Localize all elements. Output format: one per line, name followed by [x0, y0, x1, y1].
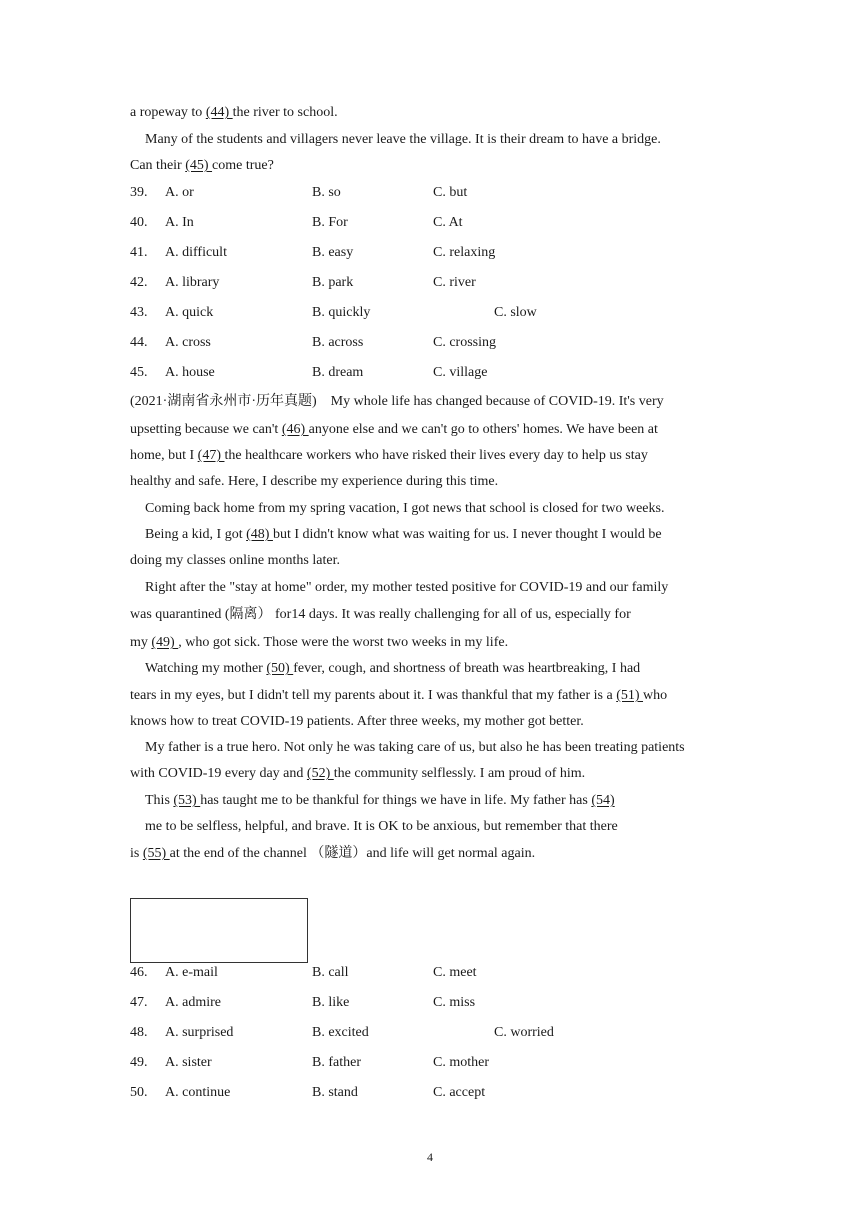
option-b: B. stand: [312, 1085, 358, 1100]
option-c: C. slow: [494, 305, 537, 320]
option-b: B. park: [312, 275, 354, 290]
option-a: A. e-mail: [165, 965, 218, 980]
passage2-line: (2021·湖南省永州市·历年真题) My whole life has changed because of COVID-19. It's very: [130, 394, 664, 409]
passage2-line: My father is a true hero. Not only he was taking care of us, but also he has been treating patients: [145, 740, 685, 755]
blank-46: (46): [281, 422, 309, 437]
option-b: B. For: [312, 215, 348, 230]
blank-53: (53): [173, 793, 201, 808]
blank-48: (48): [246, 527, 273, 542]
passage2-line: Coming back home from my spring vacation, I got news that school is closed for two weeks.: [145, 501, 665, 516]
blank-44: (44): [205, 105, 233, 120]
option-a: A. quick: [165, 305, 214, 320]
option-c: C. miss: [433, 995, 476, 1010]
passage2-line: knows how to treat COVID-19 patients. After three weeks, my mother got better.: [130, 714, 584, 729]
option-c: C. meet: [433, 965, 477, 980]
option-c: C. mother: [433, 1055, 489, 1070]
blank-52: (52): [306, 766, 334, 781]
blank-49: (49): [151, 635, 179, 650]
option-b: B. quickly: [312, 305, 371, 320]
passage2-line: home, but I (47) the healthcare workers who have risked their lives every day to help us stay: [130, 448, 648, 463]
option-a: A. or: [165, 185, 194, 200]
blank-55: (55): [142, 846, 170, 861]
option-b: B. excited: [312, 1025, 369, 1040]
option-c: C. crossing: [433, 335, 496, 350]
passage1-line: Can their (45) come true?: [130, 158, 274, 173]
option-b: B. call: [312, 965, 349, 980]
passage2-line: Being a kid, I got (48) but I didn't know what was waiting for us. I never thought I would be: [145, 527, 662, 542]
blank-50: (50): [266, 661, 294, 676]
option-c: C. relaxing: [433, 245, 496, 260]
option-a: A. In: [165, 215, 194, 230]
option-a: A. sister: [165, 1055, 212, 1070]
option-a: A. difficult: [165, 245, 227, 260]
blank-54: (54): [591, 793, 615, 808]
passage1-line: Many of the students and villagers never leave the village. It is their dream to have a bridge.: [145, 132, 661, 147]
passage2-line: Watching my mother (50) fever, cough, and shortness of breath was heartbreaking, I had: [145, 661, 641, 676]
option-c: C. river: [433, 275, 476, 290]
option-b: B. easy: [312, 245, 354, 260]
option-c: C. At: [433, 215, 463, 230]
option-b: B. so: [312, 185, 341, 200]
option-a: A. cross: [165, 335, 211, 350]
passage2-line: upsetting because we can't (46) anyone else and we can't go to others' homes. We have been at: [130, 422, 658, 437]
blank-51: (51): [616, 688, 644, 703]
option-a: A. house: [165, 365, 215, 380]
passage2-line: doing my classes online months later.: [130, 553, 340, 568]
option-a: A. admire: [165, 995, 221, 1010]
option-b: B. father: [312, 1055, 361, 1070]
passage1-line: a ropeway to (44) the river to school.: [130, 105, 338, 120]
option-b: B. like: [312, 995, 350, 1010]
passage2-line: tears in my eyes, but I didn't tell my parents about it. I was thankful that my father is a (51) who: [130, 688, 668, 703]
passage2-line: is (55) at the end of the channel （隧道）and life will get normal again.: [130, 846, 536, 861]
option-a: A. library: [165, 275, 220, 290]
option-c: C. worried: [494, 1025, 554, 1040]
document-page: a ropeway to (44) the river to school. Many of the students and villagers never leave the village. It is their dream to have a bridge. Can their (45) come true? 39. A. or B. so C. but 40. A. In B. For C. At 41. A. difficult B. easy C. relaxing 42. A. library B. park C. river 43. A. quick B. quickly C. slow 44. A. cross B. across C. crossing 45. A. house B. dream C. village (2021·湖南省永州市·历年真题) My whole life has changed because of COVID-19. It's very upsetting because we can't (46) anyone else and we can't go to others' homes. We have been at home, but I (47) the healthcare workers who have risked their lives every day to help us stay healthy and safe. Here, I describe my experience during this time. Coming back home from my spring vacation, I got news that school is closed for two weeks. Being a kid, I got (48) but I didn't know what was waiting for us. I never thought I would be doing my classes online months later. Right after the "stay at home" order, my mother tested positive for COVID-19 and our family was quarantined (隔离） for14 days. It was really challenging for all of us, especially for my (49) , who got sick. Those were the worst two weeks in my life. Watching my mother (50) fever, cough, and shortness of breath was heartbreaking, I had tears in my eyes, but I didn't tell my parents about it. I was thankful that my father is a (51) who knows how to treat COVID-19 patients. After three weeks, my mother got better. My father is a true hero. Not only he was taking care of us, but also he has been treating patients with COVID-19 every day and (52) the community selflessly. I am proud of him. This (53) has taught me to be thankful for things we have in life. My father has (54) me to be selfless, helpful, and brave. It is OK to be anxious, but remember that there is (55) at the end of the channel （隧道）and life will get normal again. 46. A. e-mail B. call C. meet 47. A. admire B. like C. miss 48. A. surprised B. excited C. worried 49. A. sister B. father C. mother 50. A. continue B. stand C. accept 4: [0, 0, 860, 1216]
blank-47: (47): [197, 448, 225, 463]
option-c: C. village: [433, 365, 488, 380]
passage2-line: my (49) , who got sick. Those were the worst two weeks in my life.: [130, 635, 509, 650]
option-a: A. surprised: [165, 1025, 234, 1040]
passage2-line: Right after the "stay at home" order, my mother tested positive for COVID-19 and our family: [145, 580, 669, 595]
option-a: A. continue: [165, 1085, 231, 1100]
page-number: 4: [427, 1150, 433, 1164]
passage2-line: me to be selfless, helpful, and brave. It is OK to be anxious, but remember that there: [145, 819, 618, 834]
passage2-line: This (53) has taught me to be thankful for things we have in life. My father has (54): [145, 793, 615, 808]
source-note: (2021·湖南省永州市·历年真题): [130, 394, 317, 409]
passage2-line: was quarantined (隔离） for14 days. It was really challenging for all of us, especially for: [130, 607, 631, 622]
option-c: C. but: [433, 185, 468, 200]
passage2-line: healthy and safe. Here, I describe my experience during this time.: [130, 474, 499, 489]
passage2-line: with COVID-19 every day and (52) the community selflessly. I am proud of him.: [130, 766, 586, 781]
blank-45: (45): [185, 158, 213, 173]
option-b: B. dream: [312, 365, 364, 380]
option-c: C. accept: [433, 1085, 486, 1100]
empty-box: [130, 898, 308, 963]
option-b: B. across: [312, 335, 364, 350]
